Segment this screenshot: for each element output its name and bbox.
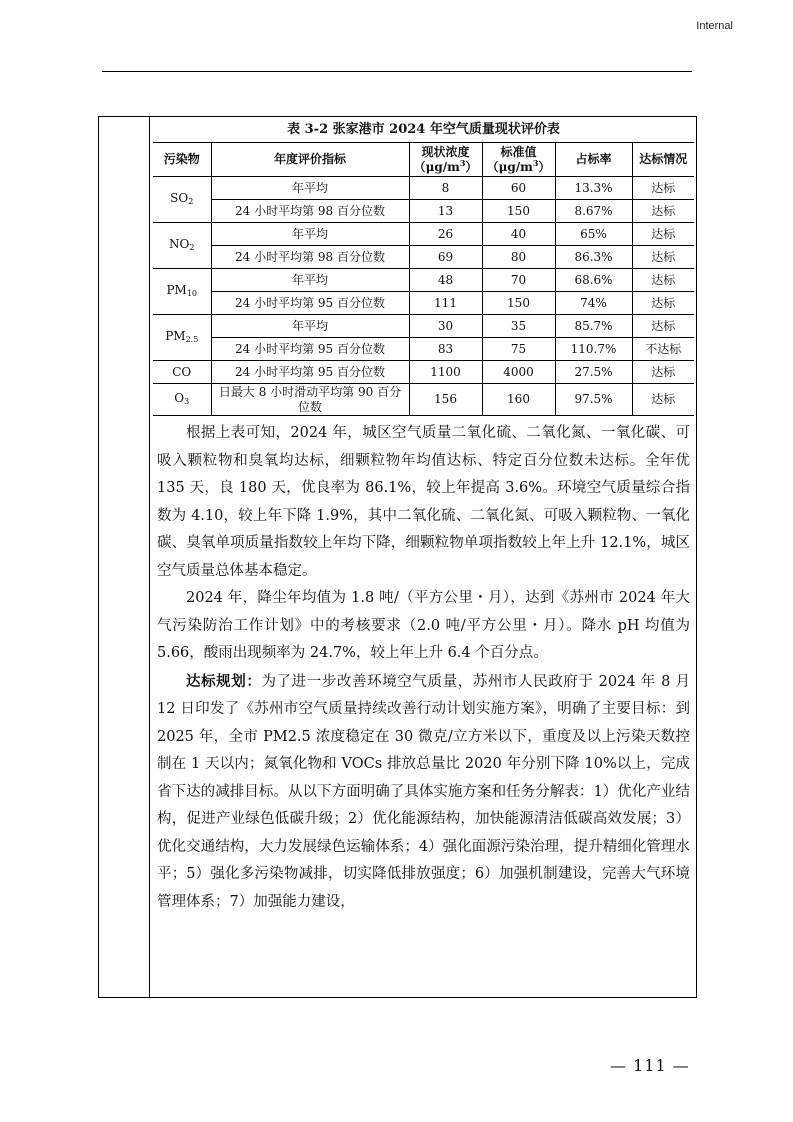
cell-concentration: 13 <box>409 200 482 223</box>
header-concentration-unit: （μg/m <box>413 159 460 174</box>
table-row <box>153 338 694 361</box>
cell-indicator: 日最大 8 小时滑动平均第 90 百分位数 <box>211 384 409 416</box>
cell-ratio: 74% <box>555 292 632 315</box>
cell-status: 达标 <box>632 246 694 269</box>
header-concentration <box>409 143 482 177</box>
table-caption: 表 3-2 张家港市 2024 年空气质量现状评价表 <box>287 122 560 137</box>
table-row <box>153 177 694 200</box>
cell-concentration: 26 <box>409 223 482 246</box>
table-row <box>153 292 694 315</box>
cell-indicator: 年平均 <box>211 223 409 246</box>
attainment-plan-text: 为了进一步改善环境空气质量，苏州市人民政府于 2024 年 8 月 12 日印发了《苏州市空气质量持续改善行动计划实施方案》，明确了主要目标：到 2025 年，全市 PM2.5 浓度稳定在 30 微克/立方米以下，重度及以上污染天数控制在 1 天以内；氮氧化物和 VOCs 排放总量比 2020 年分别下降 10%以上，完成省下达的减排目标。从以下方面明确了具体实施方案和任务分解表：1）优化产业结构，促进产业绿色低碳升级；2）优化能源结构，加快能源清洁低碳高效发展；3）优化交通结构，大力发展绿色运输体系；4）强化面源污染治理，提升精细化管理水平；5）强化多污染物减排，切实降低排放强度；6）加强机制建设，完善大气环境管理体系；7）加强能力建设， <box>157 673 691 910</box>
pollutant-no2: $NO_2$ <box>153 223 211 269</box>
table-row <box>153 315 694 338</box>
table-row <box>153 246 694 269</box>
cell-standard: 35 <box>482 315 555 338</box>
cell-status: 达标 <box>632 315 694 338</box>
header-rule <box>102 71 692 72</box>
cell-indicator: 24 小时平均第 95 百分位数 <box>211 292 409 315</box>
content-area <box>153 118 694 916</box>
table-row <box>153 384 694 416</box>
header-concentration-label: 现状浓度 <box>421 144 470 159</box>
cell-indicator: 年平均 <box>211 269 409 292</box>
page-number: — 111 — <box>610 1056 690 1075</box>
cell-concentration: 69 <box>409 246 482 269</box>
cell-status: 达标 <box>632 292 694 315</box>
header-indicator: 年度评价指标 <box>211 143 409 177</box>
pollutant-so2: $SO_2$ <box>153 177 211 223</box>
cell-standard: 75 <box>482 338 555 361</box>
unit-close: ） <box>465 159 478 174</box>
pollutant-pm10: $PM_{10}$ <box>153 269 211 315</box>
pollutant-pm25: $PM_{2.5}$ <box>153 315 211 361</box>
cell-ratio: 68.6% <box>555 269 632 292</box>
header-pollutant: 污染物 <box>153 143 211 177</box>
cell-concentration: 8 <box>409 177 482 200</box>
cell-concentration: 83 <box>409 338 482 361</box>
cell-standard: 40 <box>482 223 555 246</box>
cell-concentration: 30 <box>409 315 482 338</box>
cell-ratio: 110.7% <box>555 338 632 361</box>
pollutant-co: CO <box>153 361 211 384</box>
header-standard <box>482 143 555 177</box>
cell-standard: 4000 <box>482 361 555 384</box>
table-row <box>153 200 694 223</box>
cell-standard: 150 <box>482 292 555 315</box>
air-quality-table <box>153 142 694 416</box>
classification-label: Internal <box>696 20 733 32</box>
cell-status: 不达标 <box>632 338 694 361</box>
cell-concentration: 48 <box>409 269 482 292</box>
cell-indicator: 年平均 <box>211 177 409 200</box>
cell-indicator: 年平均 <box>211 315 409 338</box>
cell-indicator: 24 小时平均第 98 百分位数 <box>211 200 409 223</box>
cell-indicator: 24 小时平均第 95 百分位数 <box>211 338 409 361</box>
cell-status: 达标 <box>632 223 694 246</box>
pollutant-o3: $O_3$ <box>153 384 211 416</box>
header-standard-unit: （μg/m <box>486 159 533 174</box>
cell-concentration: 156 <box>409 384 482 416</box>
paragraph-dustfall-acid-rain: 2024 年，降尘年均值为 1.8 吨/（平方公里・月），达到《苏州市 2024 年大气污染防治工作计划》中的考核要求（2.0 吨/平方公里・月）。降水 pH 均值为 5.66，酸雨出现频率为 24.7%，较上年上升 6.4 个百分点。 <box>157 590 690 661</box>
cell-concentration: 1100 <box>409 361 482 384</box>
cell-standard: 150 <box>482 200 555 223</box>
cell-concentration: 111 <box>409 292 482 315</box>
cell-ratio: 86.3% <box>555 246 632 269</box>
cell-indicator: 24 小时平均第 98 百分位数 <box>211 246 409 269</box>
table-row <box>153 223 694 246</box>
header-status: 达标情况 <box>632 143 694 177</box>
header-standard-label: 标准值 <box>500 144 537 159</box>
cell-status: 达标 <box>632 177 694 200</box>
cell-standard: 160 <box>482 384 555 416</box>
unit-superscript: 3 <box>532 157 539 168</box>
cell-indicator: 24 小时平均第 95 百分位数 <box>211 361 409 384</box>
paragraph-air-quality-summary: 根据上表可知，2024 年，城区空气质量二氧化硫、二氧化氮、一氧化碳、可吸入颗粒物和臭氧均达标，细颗粒物年均值达标、特定百分位数未达标。全年优 135 天，良 180 天，优良率为 86.1%，较上年提高 3.6%。环境空气质量综合指数为 4.10，较上年下降 1.9%，其中二氧化硫、二氧化氮、可吸入颗粒物、一氧化碳、臭氧单项质量指数较上年均下降，细颗粒物单项指数较上年上升 12.1%，城区空气质量总体基本稳定。 <box>157 425 690 579</box>
cell-ratio: 97.5% <box>555 384 632 416</box>
attainment-plan-heading: 达标规划： <box>186 672 262 690</box>
cell-status: 达标 <box>632 200 694 223</box>
cell-ratio: 85.7% <box>555 315 632 338</box>
paragraph-attainment-plan <box>153 668 694 917</box>
cell-ratio: 8.67% <box>555 200 632 223</box>
cell-ratio: 65% <box>555 223 632 246</box>
cell-status: 达标 <box>632 269 694 292</box>
cell-standard: 80 <box>482 246 555 269</box>
table-row <box>153 361 694 384</box>
cell-standard: 60 <box>482 177 555 200</box>
unit-superscript: 3 <box>459 157 466 168</box>
table-header-row <box>153 143 694 177</box>
cell-status: 达标 <box>632 361 694 384</box>
unit-close: ） <box>538 159 551 174</box>
cell-status: 达标 <box>632 384 694 416</box>
cell-standard: 70 <box>482 269 555 292</box>
cell-ratio: 13.3% <box>555 177 632 200</box>
cell-ratio: 27.5% <box>555 361 632 384</box>
header-ratio: 占标率 <box>555 143 632 177</box>
table-row <box>153 269 694 292</box>
frame-divider <box>149 116 150 998</box>
